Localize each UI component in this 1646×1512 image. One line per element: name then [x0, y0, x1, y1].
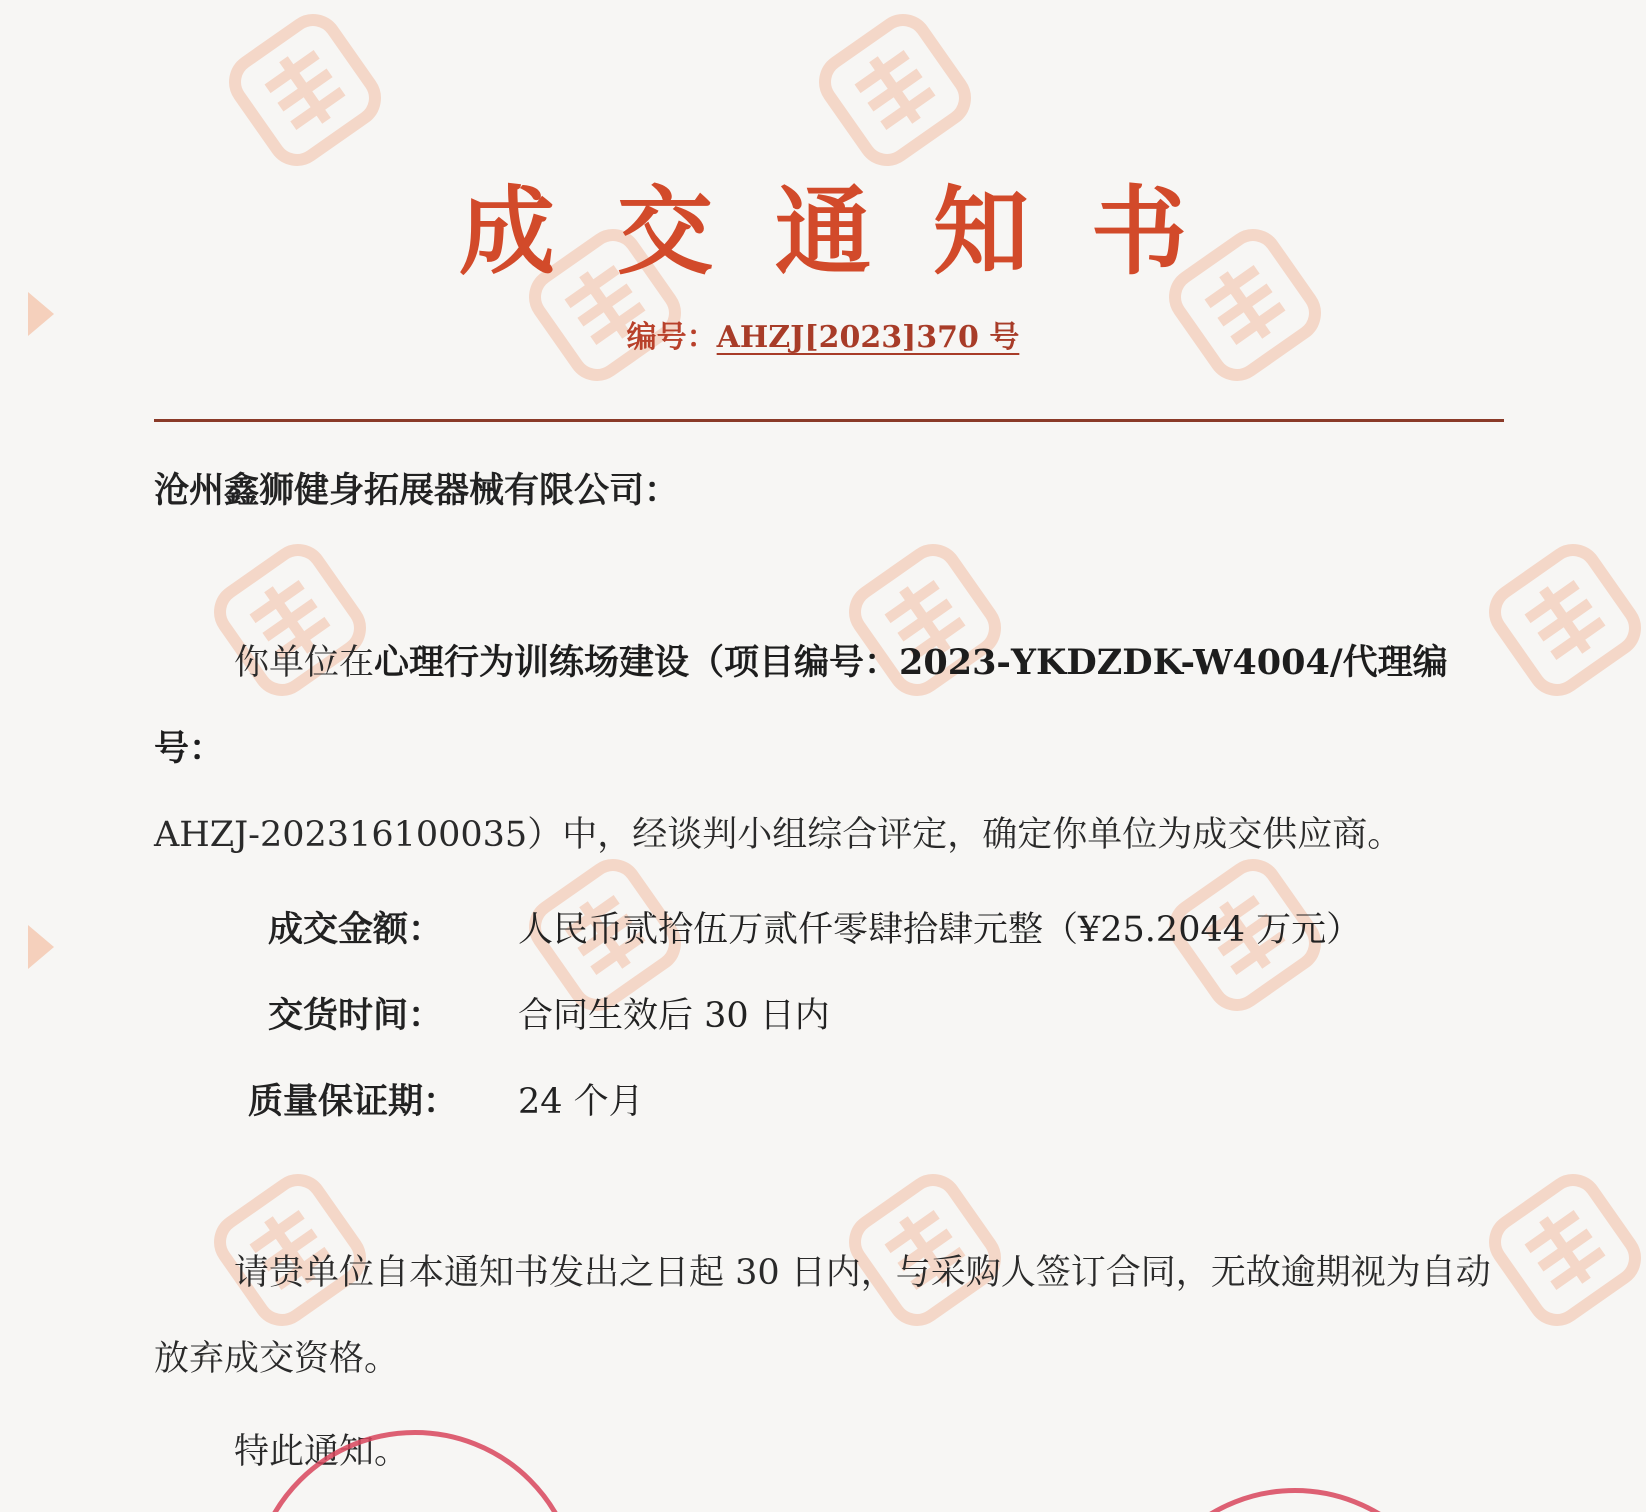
detail-value-amount: 人民币贰拾伍万贰仟零肆拾肆元整（¥25.2044 万元） — [518, 910, 1362, 950]
watermark-seal-icon — [201, 0, 410, 194]
addressee: 沧州鑫狮健身拓展器械有限公司： — [154, 470, 680, 511]
closing-text: 特此通知。 — [234, 1432, 410, 1472]
detail-label-warranty: 质量保证期： — [248, 1081, 459, 1122]
project-name: 心理行为训练场建设（项目编号：2023-YKDZDK-W4004/代理编号： — [154, 642, 1448, 769]
doc-number-value: AHZJ[2023]370 号 — [716, 320, 1020, 355]
page-title: 成交通知书 — [459, 176, 1249, 288]
header-divider — [154, 419, 1504, 422]
paragraph1-intro: 你单位在 — [234, 643, 375, 683]
paragraph1-rest: AHZJ-202316100035）中，经谈判小组综合评定，确定你单位为成交供应商。 — [154, 815, 1403, 855]
contract-paragraph — [154, 1230, 1504, 1402]
edge-mark-icon — [28, 925, 54, 969]
official-seal-icon — [1130, 1488, 1460, 1512]
detail-value-delivery: 合同生效后 30 日内 — [518, 996, 830, 1036]
doc-number-label: 编号： — [626, 320, 717, 355]
doc-number — [0, 312, 1646, 356]
award-paragraph — [154, 620, 1504, 878]
paragraph2-text: 请贵单位自本通知书发出之日起 30 日内，与采购人签订合同，无故逾期视为自动放弃成交资格。 — [154, 1253, 1491, 1379]
detail-label-delivery: 交货时间： — [268, 995, 444, 1036]
detail-label-amount: 成交金额： — [268, 909, 444, 950]
watermark-seal-icon — [791, 0, 1000, 194]
detail-value-warranty: 24 个月 — [518, 1082, 644, 1122]
